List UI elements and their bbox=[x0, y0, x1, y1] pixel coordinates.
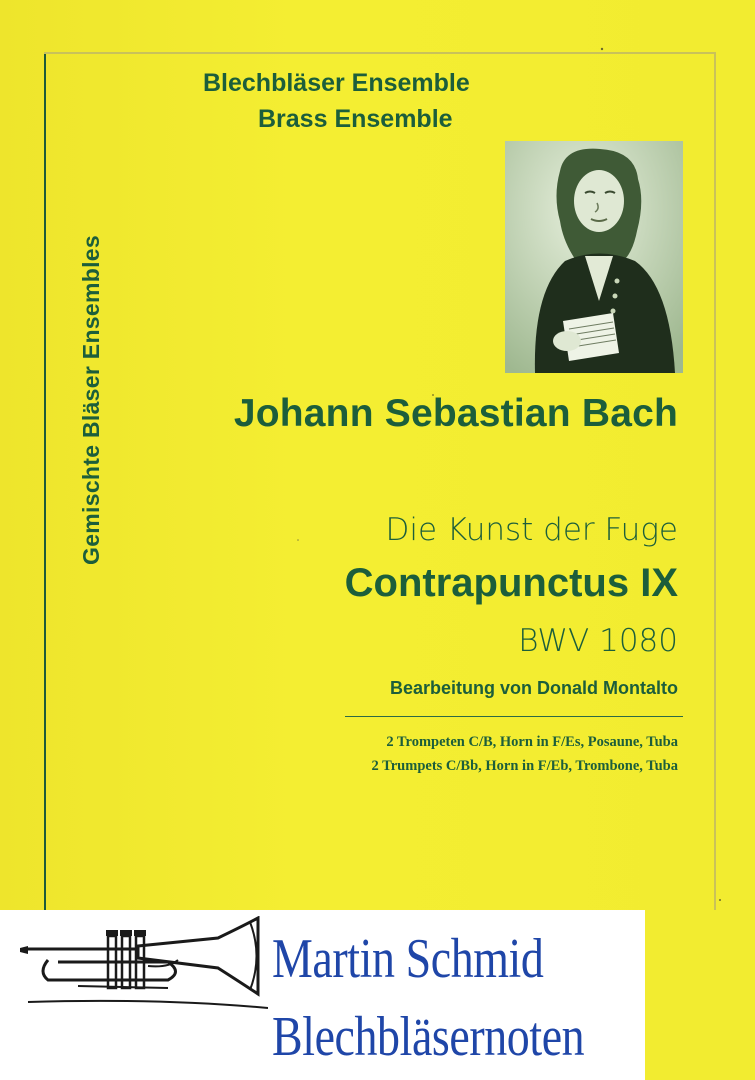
composer-name: Johann Sebastian Bach bbox=[233, 392, 678, 435]
publisher-name: Martin Schmid bbox=[272, 928, 544, 990]
portrait-of-bach-icon bbox=[505, 141, 683, 373]
work-collection-title: Die Kunst der Fuge bbox=[385, 512, 678, 548]
series-title-german: Blechbläser Ensemble bbox=[203, 69, 470, 97]
portrait-image bbox=[505, 141, 683, 373]
arranger-credit: Bearbeitung von Donald Montalto bbox=[390, 678, 678, 698]
series-vertical-title: Gemischte Bläser Ensembles bbox=[78, 235, 104, 565]
catalog-number: BWV 1080 bbox=[518, 623, 678, 659]
instrumentation-german: 2 Trompeten C/B, Horn in F/Es, Posaune, Tuba bbox=[386, 734, 678, 750]
work-title: Contrapunctus IX bbox=[344, 561, 678, 605]
frame-line-left bbox=[44, 52, 46, 910]
series-title-english: Brass Ensemble bbox=[258, 105, 453, 133]
frame-line-right bbox=[714, 52, 716, 910]
divider-line bbox=[345, 716, 683, 717]
trumpet-icon bbox=[18, 916, 268, 1016]
publisher-subtitle: Blechbläsernoten bbox=[272, 1006, 585, 1068]
instrumentation-english: 2 Trumpets C/Bb, Horn in F/Eb, Trombone, Tuba bbox=[371, 758, 678, 774]
frame-line-top bbox=[44, 52, 716, 54]
